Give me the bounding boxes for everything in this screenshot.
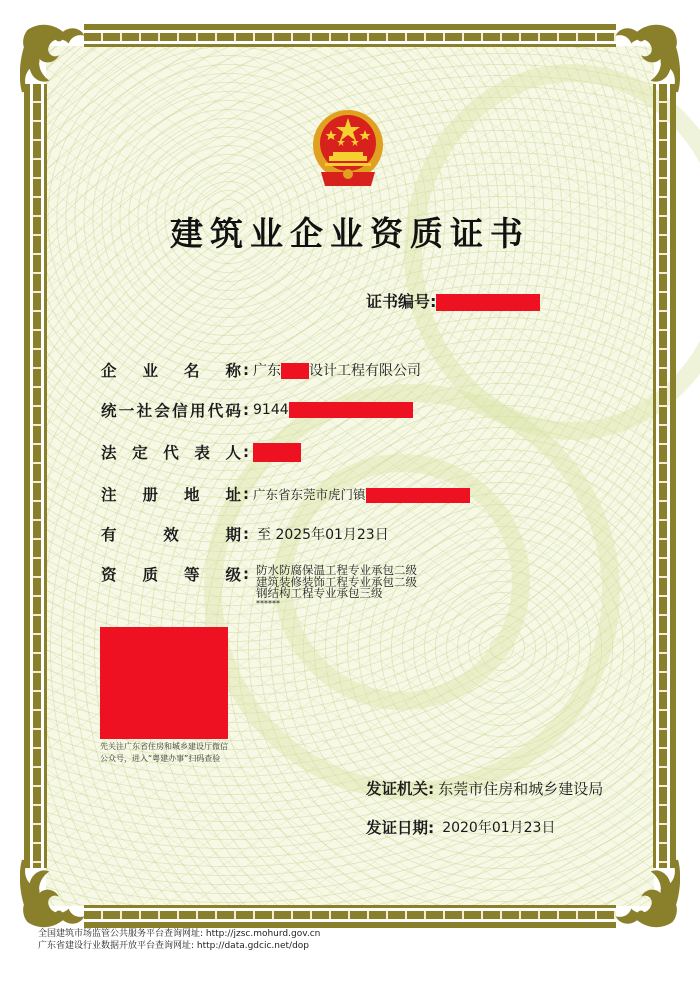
issue-date xyxy=(366,816,555,838)
field-label: 企 业 名 称 xyxy=(101,362,241,380)
border-top-bar xyxy=(84,24,616,30)
issuing-authority xyxy=(366,777,603,799)
field-label: 法 定 代 表 人 xyxy=(101,444,241,462)
footer-provincial-platform: 广东省建设行业数据开放平台查询网址: http://data.gdcic.net/dop xyxy=(38,941,310,951)
footer-links xyxy=(38,928,320,952)
national-emblem-icon xyxy=(311,108,385,190)
redacted-credit-code xyxy=(289,402,413,418)
border-top-chain xyxy=(84,33,616,41)
address-value: 广东省东莞市虎门镇 xyxy=(253,485,470,503)
border-top-inner xyxy=(84,44,616,47)
qr-caption: 先关注广东省住房和城乡建设厅微信 公众号，进入“粤建办事”扫码查验 xyxy=(100,742,228,763)
qualification-item: 防水防腐保温工程专业承包二级 xyxy=(256,563,417,577)
credit-code-value: 9144 xyxy=(253,402,413,418)
field-company-name: 企 业 名 称 : 广东 设计工程有限公司 xyxy=(101,361,421,380)
issuer-label: 发证机关: xyxy=(366,780,435,798)
issuer-value: 东莞市住房和城乡建设局 xyxy=(438,779,604,798)
redacted-qr-code xyxy=(100,627,228,739)
field-qualification: 资 质 等 级 : xyxy=(101,565,249,584)
issue-date-value: 2020年01月23日 xyxy=(442,820,556,836)
certificate-number xyxy=(366,289,540,312)
redacted-certificate-number xyxy=(436,294,540,311)
border-left-inner xyxy=(44,84,47,868)
field-legal-representative: 法 定 代 表 人 : xyxy=(101,441,301,463)
field-label: 注 册 地 址 xyxy=(101,486,241,504)
redacted-company-part xyxy=(281,363,309,379)
issue-date-label: 发证日期: xyxy=(366,819,435,837)
qualification-list xyxy=(256,565,417,608)
qualification-item: ****** xyxy=(256,598,280,608)
corner-ornament-icon xyxy=(602,854,680,932)
border-bottom-inner xyxy=(84,905,616,908)
certificate-title: 建筑业企业资质证书 xyxy=(170,214,530,253)
company-name-value: 广东 设计工程有限公司 xyxy=(253,363,421,379)
border-left-bar xyxy=(24,84,30,868)
field-credit-code: 统 一 社 会 信 用 代 码 : 9144 xyxy=(101,399,413,421)
certificate-number-label: 证书编号: xyxy=(366,292,437,311)
corner-ornament-icon xyxy=(20,20,98,98)
border-left-chain xyxy=(33,84,41,868)
field-label: 有 效 期 xyxy=(101,526,241,544)
border-right-chain xyxy=(659,84,667,868)
qualification-item: 钢结构工程专业承包三级 xyxy=(256,586,383,600)
field-registered-address: 注 册 地 址 : 广东省东莞市虎门镇 xyxy=(101,483,470,505)
qualification-item: 建筑装修装饰工程专业承包二级 xyxy=(256,574,417,589)
border-right-inner xyxy=(653,84,656,868)
validity-value: 至 2025年01月23日 xyxy=(257,527,389,543)
field-validity: 有 效 期 : 至 2025年01月23日 xyxy=(101,525,389,544)
redacted-address xyxy=(366,488,470,503)
field-label: 资 质 等 级 xyxy=(101,566,241,584)
redacted-legal-representative xyxy=(253,443,301,462)
corner-ornament-icon xyxy=(20,854,98,932)
footer-national-platform: 全国建筑市场监管公共服务平台查询网址: http://jzsc.mohurd.gov.cn xyxy=(38,929,321,939)
corner-ornament-icon xyxy=(602,20,680,98)
field-label: 统 一 社 会 信 用 代 码 xyxy=(101,402,241,420)
border-bottom-chain xyxy=(84,911,616,919)
border-right-bar xyxy=(670,84,676,868)
